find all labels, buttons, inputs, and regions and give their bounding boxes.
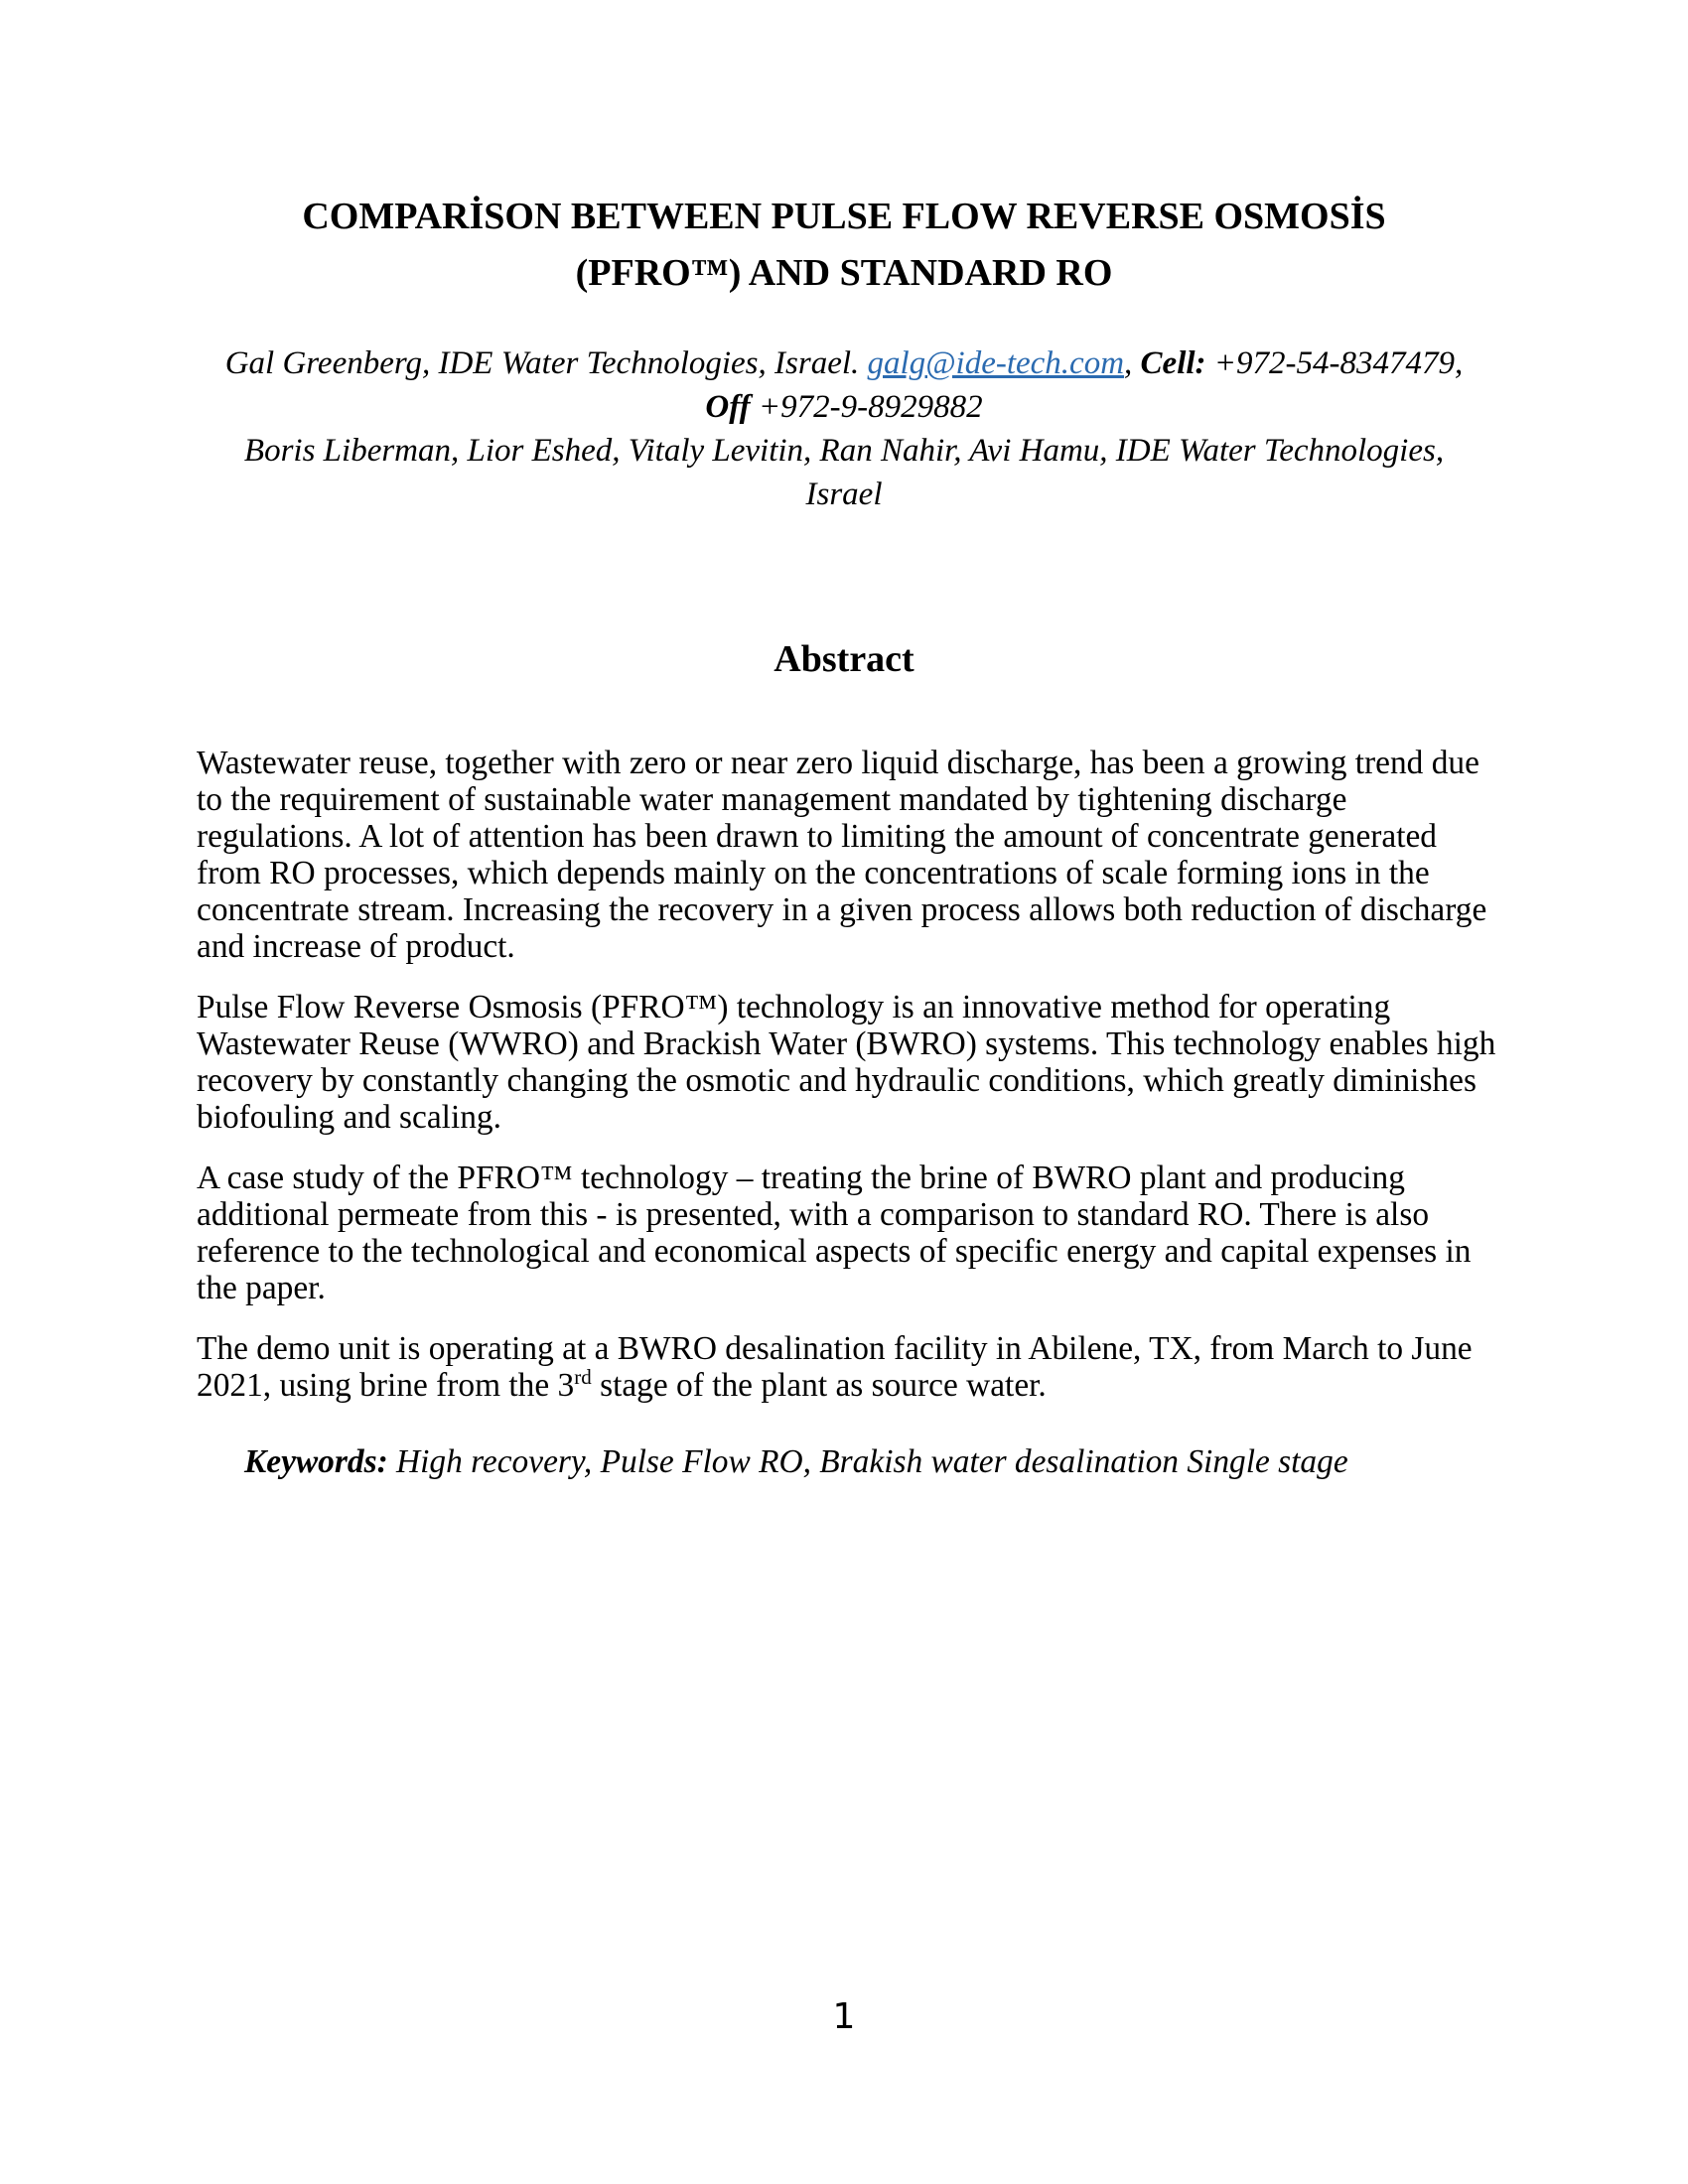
abstract-heading: Abstract xyxy=(774,638,914,680)
paragraph-4-text-end: stage of the plant as source water. xyxy=(591,1367,1047,1404)
paper-title-line-2: (PFRO™) AND STANDARD RO xyxy=(575,252,1113,294)
abstract-paragraph-3: A case study of the PFRO™ technology – treating the brine of BWRO plant and producing additional permeate from this - is presented, with a comparison to standard RO. There is also reference to the technological and economical aspects of specific energy and capital expenses in the paper. xyxy=(197,1160,1472,1306)
keywords-label: Keywords: xyxy=(244,1443,388,1480)
ordinal-superscript: rd xyxy=(574,1364,592,1389)
paper-title-line-1: COMPARİSON BETWEEN PULSE FLOW REVERSE OSMOSİS xyxy=(302,196,1386,237)
cell-number: +972-54-8347479, xyxy=(1205,345,1464,381)
office-label: Off xyxy=(705,389,751,425)
abstract-paragraph-2: Pulse Flow Reverse Osmosis (PFRO™) technology is an innovative method for operating Wastewater Reuse (WWRO) and Brackish Water (BWRO) systems. This technology enables high recovery by constantly changing the osmotic and hydraulic conditions, which greatly diminishes biofouling and scaling. xyxy=(197,989,1496,1136)
office-number: +972-9-8929882 xyxy=(750,389,983,425)
author-line-2 xyxy=(0,385,1688,429)
paragraph-4-text: The demo unit is operating at a BWRO desalination facility in Abilene, TX, from March to June 2021, using brine from the 3 xyxy=(197,1330,1473,1404)
abstract-paragraph-1: Wastewater reuse, together with zero or near zero liquid discharge, has been a growing trend due to the requirement of sustainable water management mandated by tightening discharge regulations. A lot of attention has been drawn to limiting the amount of concentrate generated from RO processes, which depends mainly on the concentrations of scale forming ions in the concentrate stream. Increasing the recovery in a given process allows both reduction of discharge and increase of product. xyxy=(197,745,1487,965)
abstract-paragraph-4 xyxy=(197,1330,1501,1404)
abstract-body xyxy=(197,745,1501,1504)
keywords-line xyxy=(197,1443,1501,1480)
cell-label: Cell: xyxy=(1140,345,1206,381)
email-link[interactable]: galg@ide-tech.com xyxy=(867,345,1125,381)
page-number: 1 xyxy=(832,1996,856,2037)
author-block xyxy=(0,341,1688,516)
keywords-text: High recovery, Pulse Flow RO, Brakish water desalination Single stage xyxy=(387,1443,1348,1480)
author-line-1 xyxy=(0,341,1688,385)
author-line-3: Boris Liberman, Lior Eshed, Vitaly Levitin, Ran Nahir, Avi Hamu, IDE Water Technologies, xyxy=(243,433,1445,469)
paper-title xyxy=(0,189,1688,302)
separator-comma: , xyxy=(1124,345,1141,381)
author-line-4: Israel xyxy=(805,477,883,512)
author-name-affiliation: Gal Greenberg, IDE Water Technologies, Israel. xyxy=(224,345,868,381)
